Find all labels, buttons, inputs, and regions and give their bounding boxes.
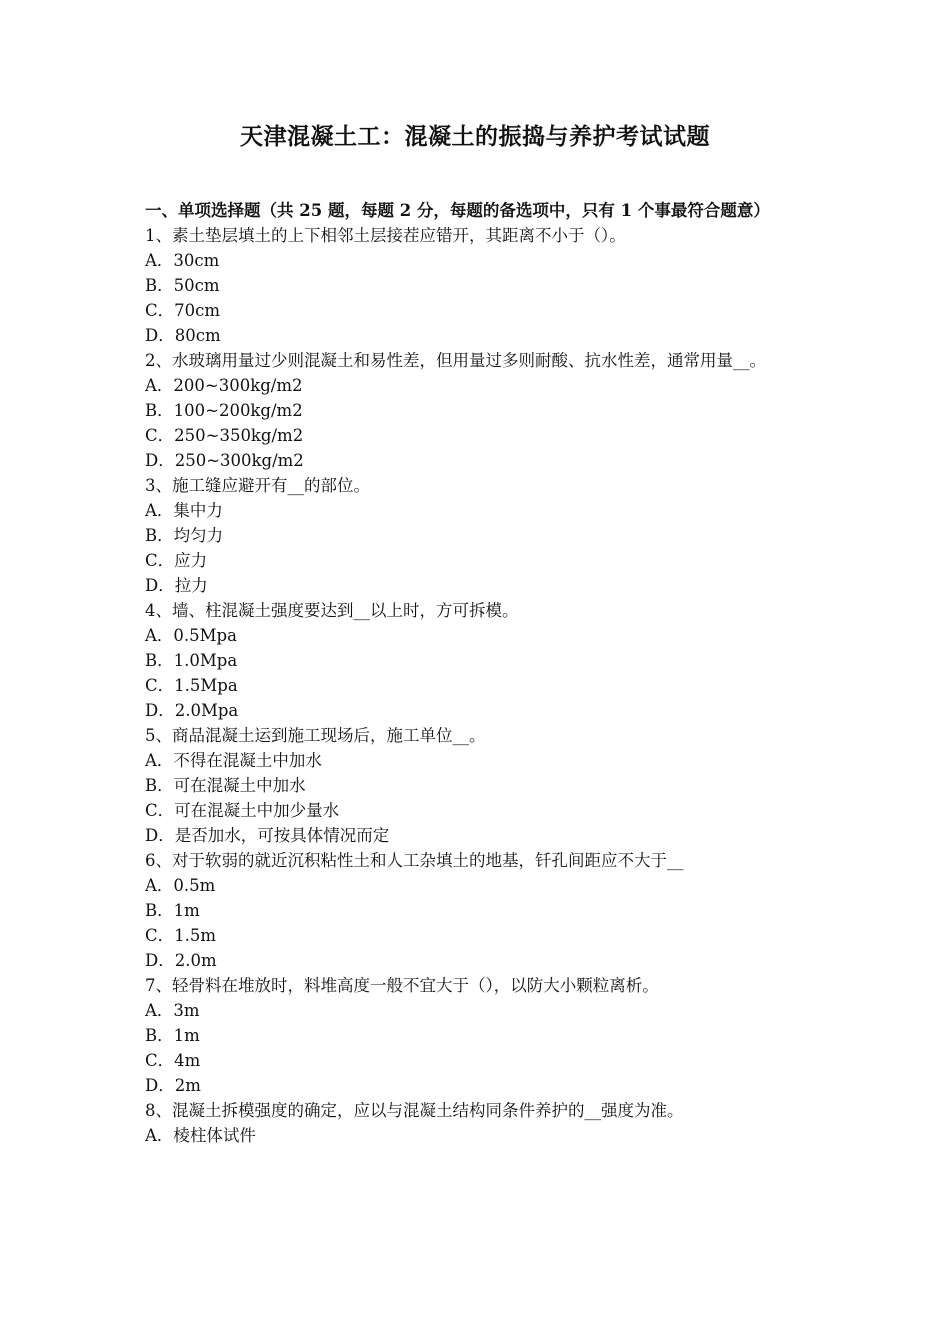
option-c: C．1.5m: [145, 926, 217, 945]
document-title: 天津混凝土工：混凝土的振捣与养护考试试题: [240, 123, 710, 150]
option-d: D．2m: [145, 1076, 201, 1095]
question-text: 3、施工缝应避开有__的部位。: [145, 476, 370, 495]
question-text: 6、对于软弱的就近沉积粘性土和人工杂填土的地基，钎孔间距应不大于__: [145, 851, 684, 870]
option-b: B．均匀力: [145, 526, 224, 545]
option-a: A．3m: [145, 1001, 200, 1020]
question-item: [145, 848, 810, 973]
question-item: [145, 223, 810, 348]
question-item: [145, 723, 810, 848]
option-d: D．2.0Mpa: [145, 701, 239, 720]
option-d: D．250~300kg/m2: [145, 451, 304, 470]
option-a: A．0.5Mpa: [145, 626, 237, 645]
question-text: 2、水玻璃用量过少则混凝土和易性差，但用量过多则耐酸、抗水性差，通常用量__。: [145, 351, 766, 370]
option-b: B．100~200kg/m2: [145, 401, 303, 420]
question-text: 4、墙、柱混凝土强度要达到__以上时，方可拆模。: [145, 601, 519, 620]
option-c: C．4m: [145, 1051, 201, 1070]
section-header: 一、单项选择题（共 25 题，每题 2 分，每题的备选项中，只有 1 个事最符合题意）: [145, 201, 770, 220]
option-b: B．1m: [145, 1026, 200, 1045]
option-d: D．2.0m: [145, 951, 217, 970]
question-item: [145, 348, 810, 473]
question-text: 8、混凝土拆模强度的确定，应以与混凝土结构同条件养护的__强度为准。: [145, 1101, 684, 1120]
option-a: A．200~300kg/m2: [145, 376, 303, 395]
question-text: 5、商品混凝土运到施工现场后，施工单位__。: [145, 726, 486, 745]
option-a: A．0.5m: [145, 876, 216, 895]
option-a: A．不得在混凝土中加水: [145, 751, 322, 770]
option-a: A．集中力: [145, 501, 223, 520]
option-c: C．250~350kg/m2: [145, 426, 304, 445]
option-b: B．1m: [145, 901, 200, 920]
option-b: B．50cm: [145, 276, 220, 295]
option-c: C．1.5Mpa: [145, 676, 238, 695]
option-a: A．30cm: [145, 251, 220, 270]
option-b: B．1.0Mpa: [145, 651, 238, 670]
question-text: 7、轻骨料在堆放时，料堆高度一般不宜大于（），以防大小颗粒离析。: [145, 976, 659, 995]
option-b: B．可在混凝土中加水: [145, 776, 306, 795]
option-d: D．拉力: [145, 576, 208, 595]
option-d: D．是否加水，可按具体情况而定: [145, 826, 390, 845]
question-item: [145, 1098, 810, 1148]
question-item: [145, 973, 810, 1098]
option-d: D．80cm: [145, 326, 221, 345]
option-c: C．可在混凝土中加少量水: [145, 801, 340, 820]
option-c: C．应力: [145, 551, 208, 570]
question-item: [145, 598, 810, 723]
question-text: 1、素土垫层填土的上下相邻土层接茬应错开，其距离不小于（）。: [145, 226, 626, 245]
option-c: C．70cm: [145, 301, 221, 320]
question-item: [145, 473, 810, 598]
question-section: [145, 198, 810, 1148]
option-a: A．棱柱体试件: [145, 1126, 256, 1145]
